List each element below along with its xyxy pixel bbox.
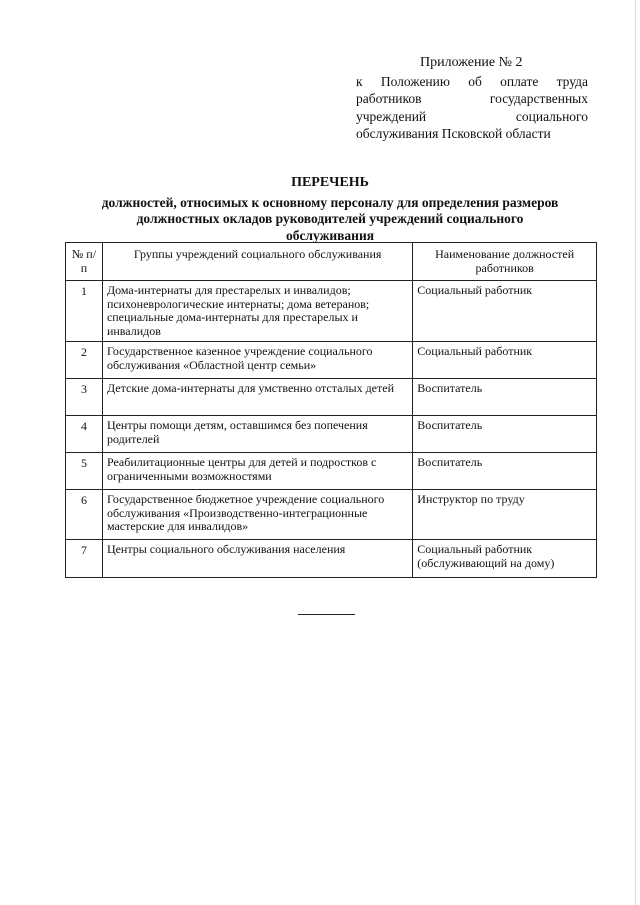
row-group: Государственное казенное учреждение социального обслуживания «Областной центр семьи» <box>102 342 412 379</box>
row-position: Социальный работник (обслуживающий на дому) <box>413 540 597 578</box>
scan-edge <box>635 0 636 905</box>
header-position: Наименование должностей работников <box>413 243 597 281</box>
table-row <box>66 281 597 342</box>
row-number: 2 <box>66 342 103 379</box>
header-group: Группы учреждений социального обслуживания <box>102 243 412 281</box>
appendix-note <box>356 54 588 143</box>
row-position: Воспитатель <box>413 453 597 490</box>
table-header-row <box>66 243 597 281</box>
row-position: Социальный работник <box>413 281 597 342</box>
document-subtitle-line: должностных окладов руководителей учреждений социального <box>136 211 524 226</box>
row-position: Воспитатель <box>413 379 597 416</box>
row-number: 5 <box>66 453 103 490</box>
row-number: 6 <box>66 490 103 540</box>
table-row <box>66 379 597 416</box>
row-group: Государственное бюджетное учреждение социального обслуживания «Производственно-интеграционные мастерские для инвалидов» <box>102 490 412 540</box>
row-number: 4 <box>66 416 103 453</box>
appendix-title: Приложение № 2 <box>420 55 523 70</box>
row-group: Центры социального обслуживания населения <box>102 540 412 578</box>
row-number: 1 <box>66 281 103 342</box>
positions-table <box>65 242 597 578</box>
row-number: 3 <box>66 379 103 416</box>
table-row <box>66 540 597 578</box>
row-position: Воспитатель <box>413 416 597 453</box>
header-number: № п/п <box>66 243 103 281</box>
appendix-line: к Положению об оплате труда <box>356 73 588 89</box>
document-heading <box>60 175 600 244</box>
closing-divider <box>298 614 355 615</box>
table-row <box>66 416 597 453</box>
row-group: Центры помощи детям, оставшимся без попечения родителей <box>102 416 412 453</box>
row-number: 7 <box>66 540 103 578</box>
appendix-line: обслуживания Псковской области <box>356 126 551 141</box>
row-group: Дома-интернаты для престарелых и инвалидов; психоневрологические интернаты; дома ветеранов; специальные дома-интернаты для престарелых и инвалидов <box>102 281 412 342</box>
row-position: Инструктор по труду <box>413 490 597 540</box>
row-group: Реабилитационные центры для детей и подростков с ограниченными возможностями <box>102 453 412 490</box>
document-title: ПЕРЕЧЕНЬ <box>291 175 369 190</box>
appendix-line: учреждений социального <box>356 108 588 124</box>
row-group: Детские дома-интернаты для умственно отсталых детей <box>102 379 412 416</box>
document-subtitle-line: обслуживания <box>285 227 375 243</box>
document-subtitle-line: должностей, относимых к основному персоналу для определения размеров <box>101 194 559 210</box>
table-row <box>66 453 597 490</box>
table-row <box>66 342 597 379</box>
row-position: Социальный работник <box>413 342 597 379</box>
appendix-line: работников государственных <box>356 91 588 106</box>
table-row <box>66 490 597 540</box>
